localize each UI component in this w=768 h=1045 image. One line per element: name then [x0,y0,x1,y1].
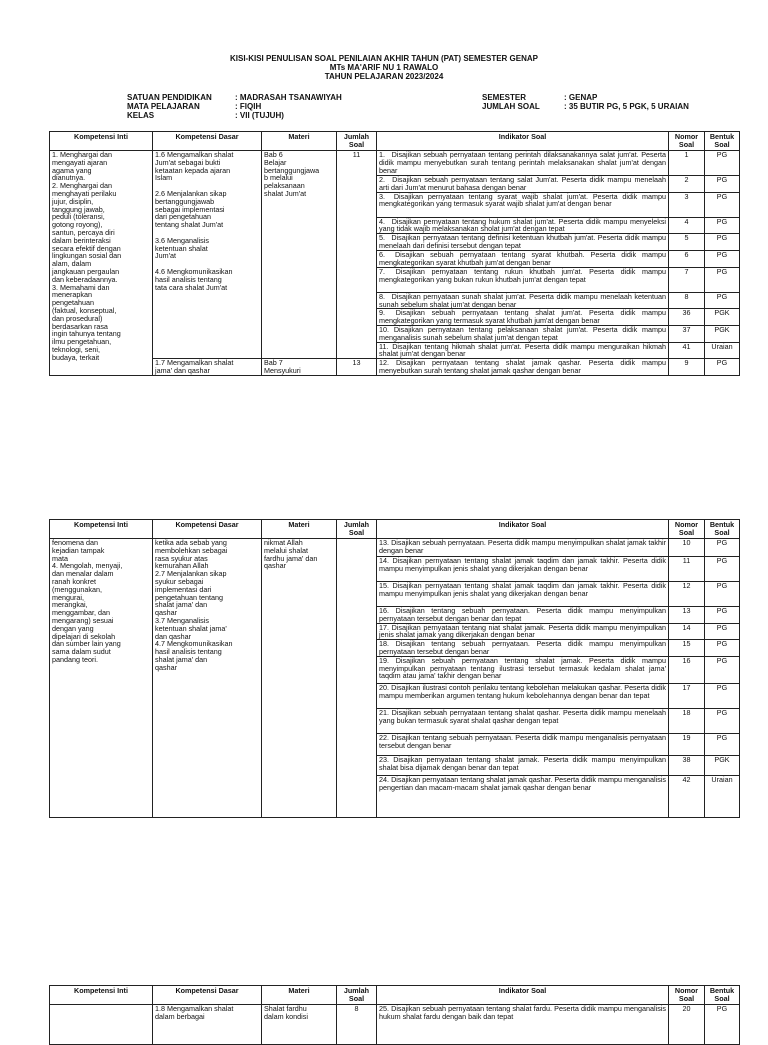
meta-left [127,93,342,120]
nomor-cell: 3 [669,192,705,217]
col-bentuk-soal: Bentuk Soal [705,520,740,539]
indikator-text: Disajikan pernyataan tentang niat shalat jamak. Peserta didik mampu menyimpulkan jenis shalat jamak yang dikerjakan dengan benar [379,623,667,640]
ki-cell: fenomena dan kejadian tampak mata 4. Mengolah, menyaji, dan menalar dalam ranah konkret (menggunakan, mengurai, merangkai, menggambar, dan mengarang) sesuai dengan yang dipelajari di sekolah dan sumber lain yang sama dalam sudut pandang teori. [50,539,153,818]
indikator-number: 21. [379,708,389,717]
table-row [50,539,740,557]
document-title: KISI-KISI PENULISAN SOAL PENILAIAN AKHIR TAHUN (PAT) SEMESTER GENAP [229,54,538,63]
indikator-cell [377,217,669,234]
table-row [50,359,740,376]
indikator-number: 9. [379,308,385,318]
indikator-text: Disajikan tentang sebuah pernyataan. Peserta didik mampu menganalisis pernyataan tersebut dengan benar [379,733,667,750]
indikator-text: Disajikan sebuah pernyataan. Peserta didik mampu menyimpulkan shalat jamak takhir dengan benar [379,538,667,555]
kd-cell: ketika ada sebab yang membolehkan sebagai rasa syukur atas kemurahan Allah 2.7 Menjalankan sikap syukur sebagai implementasi dari pengetahuan tentang shalat jama' dan qashar 3.7 Menganalisis ketentuan shalat jama' dan qashar 4.7 Mengkomunikasikan hasil analisis tentang shalat jama' dan qashar [153,539,262,818]
bentuk-cell: PG [705,359,740,376]
bentuk-cell: PG [705,708,740,733]
meta-right [482,93,689,111]
mapel-value: : FIQIH [235,102,262,111]
nomor-cell: 18 [669,708,705,733]
indikator-number: 4. [379,217,385,226]
col-indikator-soal: Indikator Soal [377,520,669,539]
bentuk-cell: PG [705,176,740,193]
col-jumlah-soal: Jumlah Soal [337,132,377,151]
col-jumlah-soal: Jumlah Soal [337,520,377,539]
nomor-cell: 36 [669,309,705,326]
bentuk-cell: PG [705,250,740,267]
col-kompetensi-inti: Kompetensi Inti [50,132,153,151]
indikator-text: Disajikan tentang hikmah shalat jum'at. Peserta didik mampu menguraikan hikmah shalat jum'at dengan benar [379,342,666,359]
bentuk-cell: PG [705,234,740,251]
indikator-text: Disajikan pernyataan tentang pelaksanaan shalat jum'at. Peserta didik mampu menganalisis sunah sebelum shalat jum'at dengan tepat [379,325,666,342]
indikator-text: Disajikan pernyataan tentang shalat jamak. Peserta didik mampu menyimpulkan shalat bisa dijamak dengan benar dan tepat [379,755,666,772]
indikator-number: 1. [379,150,385,159]
bentuk-cell: PG [705,733,740,755]
semester-value: : GENAP [564,93,598,102]
satuan-value: : MADRASAH TSANAWIYAH [235,93,342,102]
indikator-text: Disajikan sebuah pernyataan tentang shalat qashar. Peserta didik mampu menelaah yang bukan termasuk syarat shalat qashar dengan tepat [379,708,666,725]
indikator-cell [377,342,669,359]
indikator-number: 20. [379,683,389,692]
indikator-text: Disajikan sebuah pernyataan tentang shalat jamak. Peserta didik mampu menyimpulkan pernyataan tentang ilustrasi tersebut termasuk kedalam shalat jama' taqdim atau jama' takhir dengan benar [379,656,666,681]
materi-cell: Bab 6 Belajar bertanggungjawa b melalui pelaksanaan shalat Jum'at [262,151,337,359]
col-nomor-soal: Nomor Soal [669,132,705,151]
col-bentuk-soal: Bentuk Soal [705,986,740,1005]
indikator-number: 23. [379,755,389,764]
indikator-number: 2. [379,175,385,184]
nomor-cell: 19 [669,733,705,755]
academic-year: TAHUN PELAJARAN 2023/2024 [324,72,444,81]
indikator-text: Disajikan tentang sebuah pernyataan. Peserta didik mampu menyimpulkan pernyataan tersebut dengan benar dan tepat [379,606,666,623]
jumlah-soal-value: : 35 BUTIR PG, 5 PGK, 5 URAIAN [564,102,689,111]
nomor-cell: 2 [669,176,705,193]
bentuk-cell: PG [705,656,740,683]
jumlah-cell: 8 [337,1005,377,1045]
bentuk-cell: PG [705,683,740,708]
col-indikator-soal: Indikator Soal [377,132,669,151]
bentuk-cell: PGK [705,755,740,775]
bentuk-cell: PG [705,539,740,557]
indikator-cell [377,176,669,193]
nomor-cell: 13 [669,607,705,624]
nomor-cell: 14 [669,623,705,640]
indikator-text: Disajikan pernyataan tentang hukum shalat jum'at. Peserta didik mampu menyeleksi yang tidak wajib melaksanakan sholat jum'at dengan tepat [379,217,667,234]
indikator-text: Disajikan sebuah pernyataan tentang perintah dilaksanakannya salat jum'at. Peserta didik mampu menyebutkan surah tentang perintah melaksanakan shalat jum'at dengan benar [379,150,666,175]
jumlah-cell [337,539,377,818]
indikator-number: 11. [379,342,389,351]
indikator-text: Disajikan pernyataan sunah shalat jum'at. Peserta didik mampu menelaah ketentuan sunah sebelum shalat jum'at dengan benar [379,292,667,309]
ki-cell [50,1005,153,1045]
indikator-text: Disajikan pernyataan tentang shalat jamak taqdim dan jamak takhir. Peserta didik mampu menyimpulkan jenis shalat yang dikerjakan dengan benar [379,581,666,598]
ki-cell: 1. Menghargai dan mengayati ajaran agama yang dianutnya. 2. Menghargai dan menghayati perilaku jujur, disiplin, tanggung jawab, peduli (toleransi, gotong royong), santun, percaya diri dalam berinteraksi secara efektif dengan lingkungan sosial dan alam, dalam jangkauan pergaulan dan keberadaannya. 3. Memahami dan menerapkan pengetahuan (faktual, konseptual, dan prosedural) berdasarkan rasa ingin tahunya tentang ilmu pengetahuan, teknologi, seni, budaya, terkait [50,151,153,376]
indikator-number: 14. [379,556,389,565]
mapel-label: MATA PELAJARAN [127,102,200,111]
indikator-text: Disajikan pernyataan tentang syarat wajib shalat jum'at. Peserta didik mampu mengkategorikan yang termasuk syarat wajib shalat jum'at dengan benar [379,192,666,209]
nomor-cell: 11 [669,557,705,582]
kisi-table-2 [49,519,740,818]
indikator-text: Disajikan pernyataan tentang shalat jamak qashar. Peserta didik mampu menganalisis pengertian dan macam-macam shalat jamak qashar dengan benar [379,775,667,792]
indikator-cell [377,192,669,217]
bentuk-cell: PG [705,1005,740,1045]
indikator-text: Disajikan sebuah pernyataan tentang shalat jum'at. Peserta didik mampu mengkategorikan yang termasuk syarat khutbah jum'at dengan benar [379,308,667,326]
indikator-number: 13. [379,538,389,547]
col-kompetensi-inti: Kompetensi Inti [50,520,153,539]
indikator-text: Disajikan sebuah pernyataan tentang syarat khutbah. Peserta didik mampu mengkategorikan syarat khutbah jum'at dengan benar [379,250,666,267]
nomor-cell: 10 [669,539,705,557]
school-name: MTs MA'ARIF NU 1 RAWALO [329,63,439,72]
indikator-cell [377,359,669,376]
bentuk-cell: PG [705,267,740,292]
materi-cell: Shalat fardhu dalam kondisi [262,1005,337,1045]
kd-cell: 1.7 Mengamalkan shalat jama' dan qashar [153,359,262,376]
indikator-cell [377,309,669,326]
satuan-label: SATUAN PENDIDIKAN [127,93,212,102]
kd-cell: 1.6 Mengamalkan shalat Jum'at sebagai bukti ketaatan kepada ajaran Islam 2.6 Menjalankan sikap bertanggungjawab sebagai implementasi dari pengetahuan tentang shalat Jum'at 3.6 Menganalisis ketentuan shalat Jum'at 4.6 Mengkomunikasikan hasil analisis tentang tata cara shalat Jum'at [153,151,262,359]
indikator-cell [377,250,669,267]
indikator-number: 12. [379,358,389,368]
nomor-cell: 12 [669,582,705,607]
indikator-number: 22. [379,733,389,742]
indikator-text: Disajikan sebuah pernyataan tentang salat Jum'at. Peserta didik mampu menelaah arti dari Jum'at menurut bahasa dengan benar [379,175,667,192]
indikator-number: 17. [379,623,389,632]
nomor-cell: 1 [669,151,705,176]
indikator-cell [377,708,669,733]
indikator-number: 6. [379,250,385,259]
indikator-cell [377,755,669,775]
indikator-number: 10. [379,325,389,334]
nomor-cell: 38 [669,755,705,775]
kelas-label: KELAS [127,111,155,120]
kisi-table-1 [49,131,740,376]
indikator-cell [377,234,669,251]
indikator-number: 24. [379,775,389,784]
bentuk-cell: Uraian [705,342,740,359]
kisi-table-3 [49,985,740,1045]
nomor-cell: 7 [669,267,705,292]
semester-label: SEMESTER [482,93,527,102]
kelas-value: : VII (TUJUH) [235,111,284,120]
indikator-text: Disajikan pernyataan tentang shalat jamak qashar. Peserta didik mampu menyebutkan surah tentang shalat jamak qashar dengan benar [379,358,667,375]
indikator-cell [377,607,669,624]
indikator-text: Disajikan sebuah pernyataan tentang shalat fardu. Peserta didik mampu menganalisis hukum shalat fardu dengan baik dan tepat [379,1004,667,1021]
bentuk-cell: PG [705,607,740,624]
indikator-text: Disajikan ilustrasi contoh perilaku tentang kebolehan melakukan qashar. Peserta didik mampu memberikan argumen tentang hukum kebolehannya dengan benar dan tepat [379,683,666,700]
document-header [0,54,768,81]
indikator-number: 5. [379,233,385,243]
col-materi: Materi [262,986,337,1005]
bentuk-cell: PG [705,151,740,176]
col-kompetensi-dasar: Kompetensi Dasar [153,520,262,539]
nomor-cell: 5 [669,234,705,251]
nomor-cell: 6 [669,250,705,267]
bentuk-cell: PG [705,623,740,640]
table-row [50,1005,740,1045]
bentuk-cell: Uraian [705,775,740,817]
indikator-cell [377,656,669,683]
bentuk-cell: PGK [705,309,740,326]
indikator-number: 7. [379,267,385,276]
indikator-cell [377,683,669,708]
jumlah-cell: 11 [337,151,377,359]
indikator-text: Disajikan pernyataan tentang shalat jamak taqdim dan jamak takhir. Peserta didik mampu menyimpulkan jenis shalat yang dikerjakan dengan benar [379,556,666,573]
bentuk-cell: PG [705,582,740,607]
bentuk-cell: PG [705,640,740,657]
nomor-cell: 4 [669,217,705,234]
col-bentuk-soal: Bentuk Soal [705,132,740,151]
materi-cell: Bab 7 Mensyukuri [262,359,337,376]
kd-cell: 1.8 Mengamalkan shalat dalam berbagai [153,1005,262,1045]
indikator-cell [377,151,669,176]
indikator-cell [377,623,669,640]
indikator-cell [377,733,669,755]
table-row [50,151,740,176]
col-indikator-soal: Indikator Soal [377,986,669,1005]
col-kompetensi-inti: Kompetensi Inti [50,986,153,1005]
col-kompetensi-dasar: Kompetensi Dasar [153,986,262,1005]
indikator-number: 16. [379,606,389,615]
col-kompetensi-dasar: Kompetensi Dasar [153,132,262,151]
indikator-cell [377,557,669,582]
indikator-cell [377,292,669,309]
nomor-cell: 42 [669,775,705,817]
col-nomor-soal: Nomor Soal [669,986,705,1005]
indikator-number: 19. [379,656,389,665]
indikator-number: 18. [379,639,389,649]
col-jumlah-soal: Jumlah Soal [337,986,377,1005]
indikator-cell [377,640,669,657]
nomor-cell: 16 [669,656,705,683]
materi-cell: nikmat Allah melalui shalat fardhu jama' dan qashar [262,539,337,818]
jumlah-soal-label: JUMLAH SOAL [482,102,540,111]
nomor-cell: 15 [669,640,705,657]
nomor-cell: 9 [669,359,705,376]
col-materi: Materi [262,520,337,539]
indikator-number: 3. [379,192,385,201]
indikator-cell [377,539,669,557]
bentuk-cell: PGK [705,325,740,342]
nomor-cell: 41 [669,342,705,359]
col-materi: Materi [262,132,337,151]
indikator-cell [377,775,669,817]
nomor-cell: 20 [669,1005,705,1045]
bentuk-cell: PG [705,217,740,234]
indikator-text: Disajikan pernyataan tentang rukun khutbah jum'at. Peserta didik mampu mengkategorikan yang bukan rukun khutbah jum'at dengan tepat [379,267,666,284]
indikator-cell [377,325,669,342]
indikator-text: Disajikan pernyataan tentang definisi ketentuan khutbah jum'at. Peserta didik mampu menelaah dari definisi tersebut dengan tepat [379,233,666,250]
indikator-cell [377,582,669,607]
nomor-cell: 37 [669,325,705,342]
indikator-cell [377,267,669,292]
indikator-number: 25. [379,1004,389,1013]
nomor-cell: 17 [669,683,705,708]
nomor-cell: 8 [669,292,705,309]
indikator-text: Disajikan tentang sebuah pernyataan. Peserta didik mampu menyimpulkan pernyataan tersebut dengan benar [379,639,666,656]
indikator-cell [377,1005,669,1045]
bentuk-cell: PG [705,557,740,582]
indikator-number: 8. [379,292,385,301]
col-nomor-soal: Nomor Soal [669,520,705,539]
bentuk-cell: PG [705,292,740,309]
indikator-number: 15. [379,581,389,590]
jumlah-cell: 13 [337,359,377,376]
bentuk-cell: PG [705,192,740,217]
